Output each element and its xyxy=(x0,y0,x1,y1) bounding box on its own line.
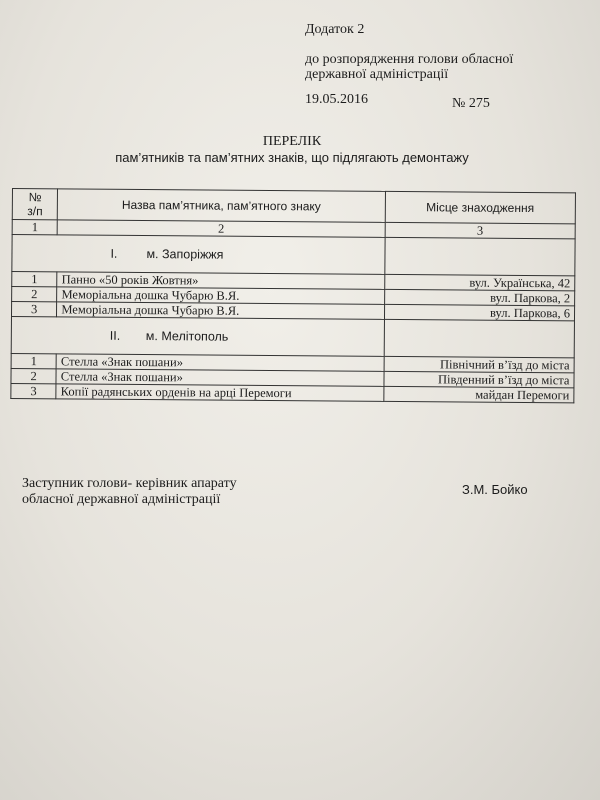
section-header-row xyxy=(11,316,574,357)
order-line-1: до розпорядження голови обласної xyxy=(305,52,514,67)
row-num: 2 xyxy=(11,368,56,383)
row-name: Копії радянських орденів на арці Перемоги xyxy=(56,384,383,402)
signatory-name: З.М. Бойко xyxy=(462,482,528,497)
section-city: м. Запоріжжя xyxy=(146,247,224,262)
section-roman: I. xyxy=(110,246,118,261)
table-header-row xyxy=(12,189,575,224)
section-city: м. Мелітополь xyxy=(145,329,229,344)
section-empty-cell xyxy=(384,237,575,275)
order-number: № 275 xyxy=(452,96,490,111)
row-num: 2 xyxy=(12,287,57,302)
header-location: Місце знаходження xyxy=(385,191,576,223)
row-location: Південний в’їзд до міста xyxy=(384,371,574,387)
row-name: Стелла «Знак пошани» xyxy=(56,354,383,372)
row-location: майдан Перемоги xyxy=(383,386,573,402)
column-number: 2 xyxy=(57,220,384,238)
column-number: 3 xyxy=(385,222,575,238)
column-number: 1 xyxy=(12,220,57,235)
order-date: 19.05.2016 xyxy=(305,92,368,107)
row-num: 1 xyxy=(11,353,56,368)
row-location: вул. Українська, 42 xyxy=(384,274,574,290)
order-line-2: державної адміністрації xyxy=(305,67,449,82)
row-num: 1 xyxy=(12,272,57,287)
row-name: Панно «50 років Жовтня» xyxy=(57,272,384,290)
header-num-line2: з/п xyxy=(27,204,43,219)
document-subtitle: пам’ятників та пам’ятних знаків, що підлягають демонтажу xyxy=(115,150,469,165)
section-label xyxy=(12,235,385,275)
section-roman: II. xyxy=(109,328,121,343)
signatory-position-line1: Заступник голови- керівник апарату xyxy=(22,476,237,491)
section-empty-cell xyxy=(384,319,575,357)
signatory-position-line2: обласної державної адміністрації xyxy=(22,492,221,507)
row-name: Стелла «Знак пошани» xyxy=(56,369,383,387)
monuments-table xyxy=(10,188,576,403)
row-num: 3 xyxy=(11,302,56,317)
row-location: Північний в’їзд до міста xyxy=(384,356,574,372)
row-location: вул. Паркова, 2 xyxy=(384,289,574,305)
row-name: Меморіальна дошка Чубарю В.Я. xyxy=(57,302,384,320)
header-name: Назва пам’ятника, пам’ятного знаку xyxy=(58,189,386,223)
section-header-row xyxy=(12,235,575,276)
header-num xyxy=(12,189,58,220)
order-reference xyxy=(305,52,545,82)
addendum-label: Додаток 2 xyxy=(305,22,365,37)
row-name: Меморіальна дошка Чубарю В.Я. xyxy=(57,287,384,305)
document-title: ПЕРЕЛІК xyxy=(262,134,322,149)
section-label xyxy=(11,316,384,356)
signatory-position xyxy=(22,476,322,508)
row-num: 3 xyxy=(11,383,56,398)
header-num-line1: № xyxy=(28,190,42,205)
row-location: вул. Паркова, 6 xyxy=(384,304,574,320)
